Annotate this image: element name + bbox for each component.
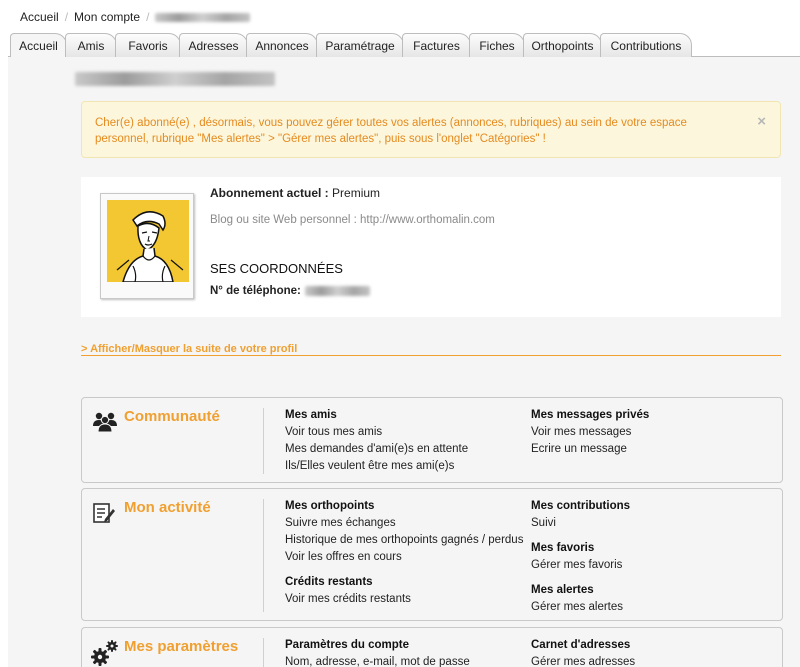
section-parametres xyxy=(81,627,783,667)
orthopoints-history-link[interactable]: Historique de mes orthopoints gagnés / perdus xyxy=(285,534,524,546)
contributions-heading: Mes contributions xyxy=(531,500,631,512)
profile-photo xyxy=(100,193,194,299)
tab-orthopoints[interactable]: Orthopoints xyxy=(523,33,602,57)
breadcrumb-separator: / xyxy=(146,10,150,24)
notepad-icon xyxy=(92,501,116,525)
manage-alerts-link[interactable]: Gérer mes alertes xyxy=(531,601,624,613)
current-offers-link[interactable]: Voir les offres en cours xyxy=(285,551,402,563)
coordinates-title: SES COORDONNÉES xyxy=(210,261,343,276)
friends-heading: Mes amis xyxy=(285,409,337,421)
account-settings-heading: Paramètres du compte xyxy=(285,639,409,651)
favorites-heading: Mes favoris xyxy=(531,542,595,554)
manage-favorites-link[interactable]: Gérer mes favoris xyxy=(531,559,623,571)
tab-bar xyxy=(8,33,800,57)
tab-factures[interactable]: Factures xyxy=(402,33,471,57)
write-message-link[interactable]: Ecrire un message xyxy=(531,443,627,455)
contributions-column xyxy=(531,498,630,616)
alerts-heading: Mes alertes xyxy=(531,584,594,596)
phone-value-redacted xyxy=(305,286,370,296)
info-alert xyxy=(81,101,781,158)
section-activite xyxy=(81,488,783,621)
account-details-link[interactable]: Nom, adresse, e-mail, mot de passe xyxy=(285,656,470,667)
breadcrumb-separator: / xyxy=(64,10,69,24)
tab-accueil[interactable]: Accueil xyxy=(10,33,67,58)
section-divider xyxy=(263,499,264,612)
address-book-column xyxy=(531,637,635,667)
website-line: Blog ou site Web personnel : http://www.orthomalin.com xyxy=(210,214,495,226)
breadcrumb-home-link[interactable]: Accueil xyxy=(20,10,59,24)
phone-line xyxy=(210,285,370,297)
section-divider xyxy=(263,638,264,667)
tab-adresses[interactable]: Adresses xyxy=(179,33,248,57)
view-messages-link[interactable]: Voir mes messages xyxy=(531,426,632,438)
gears-icon xyxy=(90,638,120,667)
breadcrumb-account-link[interactable]: Mon compte xyxy=(74,10,141,24)
address-book-heading: Carnet d'adresses xyxy=(531,639,631,651)
section-title: Mes paramètres xyxy=(124,638,239,655)
tab-fiches[interactable]: Fiches xyxy=(469,33,525,57)
user-name-redacted xyxy=(75,72,275,86)
alert-message: Cher(e) abonné(e) , désormais, vous pouvez gérer toutes vos alertes (annonces, rubriques) au sein de votre espace personnel, rubrique "Mes alertes" > "Gérer mes alertes", puis sous l'onglet "Catégories" ! xyxy=(95,117,687,145)
phone-label: N° de téléphone: xyxy=(210,285,301,297)
profile-card xyxy=(81,177,781,317)
manage-addresses-link[interactable]: Gérer mes adresses xyxy=(531,656,636,667)
contributions-follow-link[interactable]: Suivi xyxy=(531,517,556,529)
close-icon[interactable]: × xyxy=(757,113,766,130)
section-title: Communauté xyxy=(124,408,220,425)
breadcrumb xyxy=(20,10,250,24)
people-icon xyxy=(92,410,118,432)
incoming-requests-link[interactable]: Ils/Elles veulent être mes ami(e)s xyxy=(285,460,455,472)
tab-favoris[interactable]: Favoris xyxy=(115,33,181,57)
toggle-profile-link[interactable]: > Afficher/Masquer la suite de votre profil xyxy=(81,343,781,356)
orthopoints-heading: Mes orthopoints xyxy=(285,500,375,512)
credits-heading: Crédits restants xyxy=(285,576,373,588)
messages-heading: Mes messages privés xyxy=(531,409,650,421)
avatar-illustration-icon xyxy=(107,200,189,282)
subscription-line xyxy=(210,186,380,200)
tab-parametrage[interactable]: Paramétrage xyxy=(316,33,404,57)
orthopoints-column xyxy=(285,498,523,608)
friends-column xyxy=(285,407,468,475)
subscription-label: Abonnement actuel : xyxy=(210,186,329,200)
account-settings-column xyxy=(285,637,470,667)
tab-annonces[interactable]: Annonces xyxy=(246,33,318,57)
tab-amis[interactable]: Amis xyxy=(65,33,117,57)
all-friends-link[interactable]: Voir tous mes amis xyxy=(285,426,383,438)
messages-column xyxy=(531,407,649,458)
subscription-value: Premium xyxy=(332,186,381,200)
section-divider xyxy=(263,408,264,474)
pending-requests-link[interactable]: Mes demandes d'ami(e)s en attente xyxy=(285,443,469,455)
follow-exchanges-link[interactable]: Suivre mes échanges xyxy=(285,517,396,529)
section-communaute xyxy=(81,397,783,483)
section-title: Mon activité xyxy=(124,499,211,516)
remaining-credits-link[interactable]: Voir mes crédits restants xyxy=(285,593,411,605)
breadcrumb-username-redacted xyxy=(155,13,250,22)
tab-contributions[interactable]: Contributions xyxy=(600,33,692,57)
